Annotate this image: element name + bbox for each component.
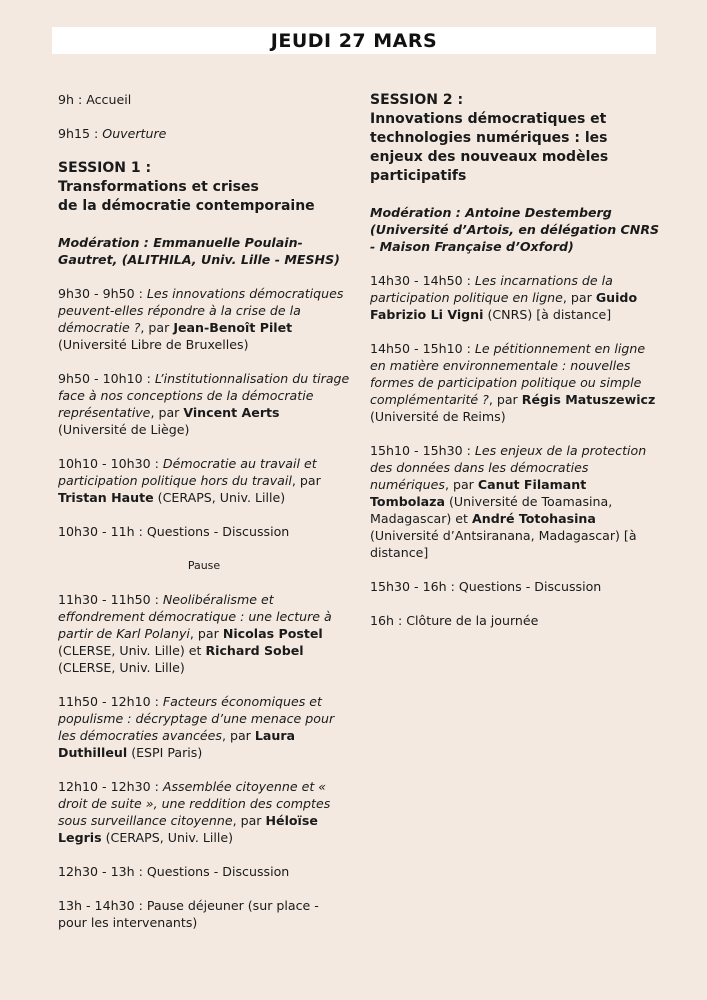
time-label: 15h10 - 15h30 : <box>370 443 475 458</box>
speaker-name: Laura Duthilleul <box>58 728 296 760</box>
speaker-affiliation: (CNRS) [à distance] <box>483 307 612 322</box>
speaker-affiliation: (Université de Liège) <box>58 422 190 437</box>
talk-title: Neolibéralisme et effondrement démocratique : une lecture à partir de Karl Polanyi <box>58 592 332 641</box>
time-label: 12h10 - 12h30 : <box>58 779 163 794</box>
program-item-talk <box>58 591 350 676</box>
speaker-affiliation: (Université Libre de Bruxelles) <box>58 337 249 352</box>
program-item-talk <box>58 370 350 438</box>
connector-text: , par <box>291 473 321 488</box>
accueil-text: 9h : Accueil <box>58 92 132 107</box>
talk-title: Ouverture <box>102 126 167 141</box>
pause-label: Pause <box>187 559 221 572</box>
time-label: 9h30 - 9h50 : <box>58 286 147 301</box>
program-item-accueil <box>58 91 350 108</box>
program-item-talk <box>370 272 660 323</box>
speaker-affiliation: (CERAPS, Univ. Lille) <box>153 490 286 505</box>
connector-text: , par <box>221 728 255 743</box>
speaker-name: Richard Sobel <box>205 643 304 658</box>
connector-text: , par <box>189 626 223 641</box>
speaker-name: Nicolas Postel <box>222 626 323 641</box>
speaker-affiliation: (ESPI Paris) <box>127 745 203 760</box>
time-label: 11h50 - 12h10 : <box>58 694 163 709</box>
speaker-name: Tristan Haute <box>58 490 154 505</box>
connector-text: , par <box>488 392 522 407</box>
speaker-affiliation: (Université de Toamasina, Madagascar) et <box>370 494 613 526</box>
session-1-heading <box>58 159 350 216</box>
speaker-name: Guido Fabrizio Li Vigni <box>370 290 638 322</box>
speaker-affiliation: (CERAPS, Univ. Lille) <box>101 830 234 845</box>
speaker-name: Régis Matuszewicz <box>521 392 656 407</box>
speaker-affiliation: (CLERSE, Univ. Lille) et <box>58 643 206 658</box>
session-1-moderation: Modération : Emmanuelle Poulain-Gautret, (ALITHILA, Univ. Lille - MESHS) <box>58 235 340 267</box>
speaker-name: Canut Filamant Tombolaza <box>370 477 587 509</box>
speaker-name: Vincent Aerts <box>183 405 280 420</box>
speaker-affiliation: (CLERSE, Univ. Lille) <box>58 660 185 675</box>
speaker-affiliation: (Université d’Antsiranana, Madagascar) [à distance] <box>370 528 637 560</box>
right-column <box>370 91 660 646</box>
connector-text: , par <box>562 290 596 305</box>
time-label: 9h15 : <box>58 126 103 141</box>
time-label: 14h50 - 15h10 : <box>370 341 475 356</box>
session-label: SESSION 2 : <box>370 92 464 108</box>
program-item-discussion: 10h30 - 11h : Questions - Discussion <box>58 524 290 539</box>
talk-title: L’institutionnalisation du tirage face à nos conceptions de la démocratie représentative <box>58 371 350 420</box>
program-item-talk <box>370 442 660 561</box>
program-item-lunch: 13h - 14h30 : Pause déjeuner (sur place - pour les intervenants) <box>58 898 319 930</box>
talk-title: Facteurs économiques et populisme : décryptage d’une menace pour les démocraties avancées <box>58 694 335 743</box>
connector-text: , par <box>232 813 266 828</box>
program-item-talk <box>370 340 660 425</box>
session-title-line: de la démocratie contemporaine <box>58 198 315 214</box>
program-item-ouverture <box>58 125 350 142</box>
speaker-name: Jean-Benoît Pilet <box>173 320 293 335</box>
speaker-name: André Totohasina <box>472 511 596 526</box>
speaker-name: Héloïse Legris <box>58 813 318 845</box>
talk-title: Les incarnations de la participation politique en ligne <box>370 273 613 305</box>
talk-title: Assemblée citoyenne et « droit de suite », une reddition des comptes sous surveillance citoyenne <box>58 779 331 828</box>
session-2-heading <box>370 91 660 186</box>
time-label: 14h30 - 14h50 : <box>370 273 475 288</box>
speaker-affiliation: (Université de Reims) <box>370 409 506 424</box>
talk-title: Le pétitionnement en ligne en matière environnementale : nouvelles formes de participation politique ou simple complémentarité ? <box>370 341 646 407</box>
session-2-moderation: Modération : Antoine Destemberg (Université d’Artois, en délégation CNRS - Maison Française d’Oxford) <box>370 205 660 254</box>
program-item-discussion: 12h30 - 13h : Questions - Discussion <box>58 864 290 879</box>
program-item-talk <box>58 693 350 761</box>
time-label: 11h30 - 11h50 : <box>58 592 163 607</box>
date-title-bar <box>52 27 656 54</box>
connector-text: , par <box>140 320 174 335</box>
left-column <box>58 91 350 948</box>
session-title-line: Transformations et crises <box>58 179 259 195</box>
session-label: SESSION 1 : <box>58 160 152 176</box>
program-item-discussion: 15h30 - 16h : Questions - Discussion <box>370 579 602 594</box>
page-title: JEUDI 27 MARS <box>270 29 438 52</box>
talk-title: Les innovations démocratiques peuvent-elles répondre à la crise de la démocratie ? <box>58 286 344 335</box>
connector-text: , par <box>444 477 478 492</box>
time-label: 10h10 - 10h30 : <box>58 456 163 471</box>
time-label: 9h50 - 10h10 : <box>58 371 155 386</box>
program-item-talk <box>58 285 350 353</box>
program-item-talk <box>58 455 350 506</box>
connector-text: , par <box>150 405 184 420</box>
talk-title: Les enjeux de la protection des données dans les démocraties numériques <box>370 443 647 492</box>
session-title-line: Innovations démocratiques et technologies numériques : les enjeux des nouveaux modèles participatifs <box>370 111 609 184</box>
program-item-closing: 16h : Clôture de la journée <box>370 613 539 628</box>
program-item-talk <box>58 778 350 846</box>
talk-title: Démocratie au travail et participation politique hors du travail <box>58 456 317 488</box>
